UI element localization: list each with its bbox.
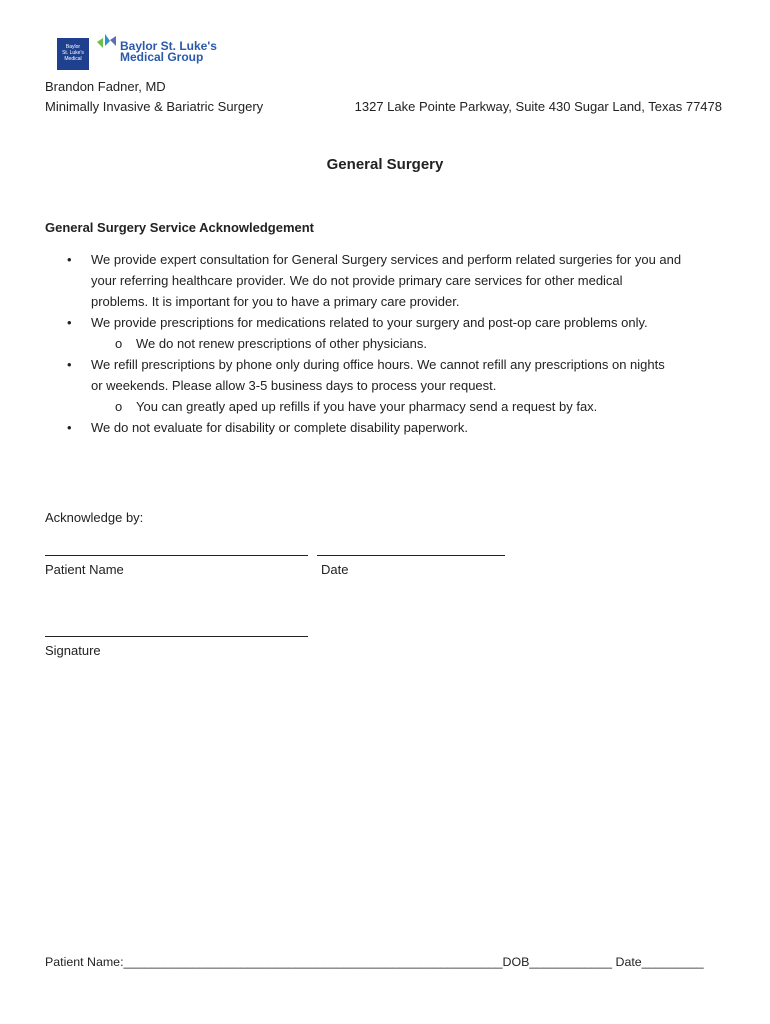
sub-list-item-text: We do not renew prescriptions of other physicians. — [136, 336, 427, 351]
logo-mark-icon — [94, 30, 118, 54]
signature-field[interactable] — [45, 636, 308, 637]
specialty: Minimally Invasive & Bariatric Surgery — [45, 99, 264, 114]
office-address: 1327 Lake Pointe Parkway, Suite 430 Sugar Land, Texas 77478 — [354, 99, 722, 114]
patient-name-field[interactable] — [45, 555, 308, 556]
list-item — [45, 249, 735, 312]
logo-name — [120, 41, 217, 63]
list-item — [45, 354, 735, 396]
bullet-icon: • — [67, 315, 72, 330]
logo-name-line1: Baylor St. Luke's — [120, 39, 217, 53]
list-item-line: We provide prescriptions for medications related to your surgery and post-op care problems only. — [91, 315, 648, 330]
logo-box-line: Medical — [64, 56, 82, 62]
list-item-line: We do not evaluate for disability or complete disability paperwork. — [91, 420, 468, 435]
logo-box-line: St. Luke's — [62, 50, 84, 56]
list-item-line: or weekends. Please allow 3-5 business days to process your request. — [91, 378, 497, 393]
doctor-name: Brandon Fadner, MD — [45, 79, 166, 94]
bullet-icon: • — [67, 252, 72, 267]
section-heading: General Surgery Service Acknowledgement — [45, 220, 315, 235]
list-item-line: your referring healthcare provider. We do not provide primary care services for other medical — [91, 273, 623, 288]
list-item-line: We provide expert consultation for General Surgery services and perform related surgeries for you and — [91, 252, 682, 267]
sub-list-item-text: You can greatly aped up refills if you have your pharmacy send a request by fax. — [136, 399, 598, 414]
signature-label: Signature — [45, 643, 101, 658]
date-label: Date — [321, 562, 349, 577]
policy-list — [45, 249, 735, 438]
list-item-line: problems. It is important for you to have a primary care provider. — [91, 294, 460, 309]
list-item — [45, 312, 735, 333]
logo-box — [57, 38, 89, 70]
sub-list-item — [45, 396, 735, 417]
acknowledge-label: Acknowledge by: — [45, 510, 144, 525]
logo-box-line: Baylor — [65, 44, 81, 50]
sub-bullet-icon: o — [115, 399, 123, 414]
page-title: General Surgery — [326, 156, 444, 173]
list-item-line: We refill prescriptions by phone only during office hours. We cannot refill any prescriptions on nights — [91, 357, 665, 372]
sub-list-item — [45, 333, 735, 354]
sub-bullet-icon: o — [115, 336, 123, 351]
list-item — [45, 417, 735, 438]
logo-name-line2: Medical Group — [120, 50, 204, 64]
bullet-icon: • — [67, 420, 72, 435]
bullet-icon: • — [67, 357, 72, 372]
patient-name-label: Patient Name — [45, 562, 124, 577]
date-field[interactable] — [317, 555, 505, 556]
footer-patient-line: Patient Name:_______________________________________________________DOB____________ Date_________ — [45, 955, 704, 969]
